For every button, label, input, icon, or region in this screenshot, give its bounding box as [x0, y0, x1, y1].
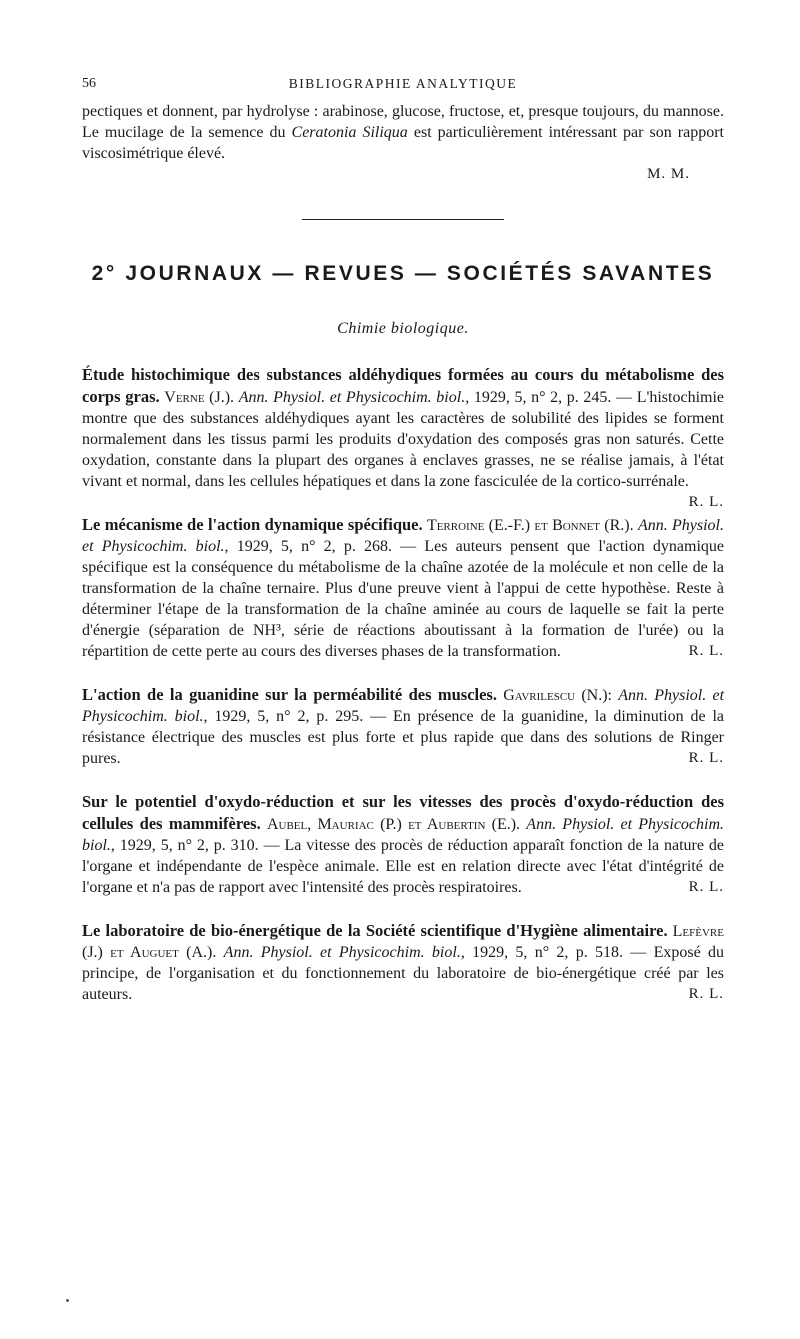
page	[82, 74, 724, 1005]
entry-paragraph	[82, 364, 725, 510]
entry-authors: Terroine (E.-F.) et Bonnet (R.).	[426, 517, 634, 534]
entry-body: — La vitesse des procès de réduction apparaît fonction de la nature de l'organe et indépendante de l'espèce animale. Elle est en relation directe avec l'état d'intégrité de l'organe et n'a pas de rapport avec l'intensité des procès respiratoires.	[82, 837, 724, 896]
entry-paragraph	[82, 514, 724, 662]
section-heading: 2° JOURNAUX — REVUES — SOCIÉTÉS SAVANTES	[91, 262, 715, 285]
entry-citation: , 1929, 5, n° 2, p. 268.	[224, 538, 392, 555]
entry-journal: Ann. Physiol. et Physicochim. biol.	[223, 944, 461, 961]
entry-body: — Les auteurs pensent que l'action dynamique spécifique est la conséquence du métabolisme de la chaîne azotée de la molécule et non celle de la transformation de la chaîne ternaire. Plus d'une preuve vient à l'appui de cette hypothèse. Reste à déterminer l'étape de la transformation de la chaîne aminée au cours de laquelle se fait la perte d'énergie (séparation de NH³, série de réactions aboutissant à la formation de l'urée) ou la répartition de cette perte au cours des diverses phases de la transformation.	[82, 538, 725, 660]
entry-paragraph	[82, 791, 724, 898]
running-head	[82, 74, 724, 98]
subsection-heading: Chimie biologique.	[337, 320, 469, 337]
entry-5	[82, 920, 724, 1005]
entry-title: Sur le potentiel d'oxydo-réduction et sur les vitesses des procès d'oxydo-réduction des cellules des mammifères.	[82, 792, 724, 833]
entry-initials: R. L.	[688, 750, 724, 766]
entry-citation: , 1929, 5, n° 2, p. 518.	[460, 944, 623, 961]
entry-body: — En présence de la guanidine, la diminution de la résistance électrique des muscles est plus forte et plus rapide que dans des solutions de Ringer pures.	[82, 708, 724, 767]
entry-title: Le mécanisme de l'action dynamique spécifique.	[82, 515, 423, 534]
entry-initials: R. L.	[688, 879, 724, 895]
continuation-paragraph	[82, 101, 724, 164]
entry-journal: Ann. Physiol. et Physicochim. biol.	[82, 816, 725, 854]
entry-initials: R. L.	[688, 986, 724, 1002]
entry-title: Étude histochimique des substances aldéhydiques formées au cours du métabolisme des corps gras.	[82, 365, 724, 406]
entry-1	[82, 364, 725, 510]
entry-2	[82, 514, 724, 662]
page-number: 56	[82, 76, 96, 91]
entry-paragraph	[82, 920, 724, 1005]
entry-body: — L'histochimie montre que des substances aldéhydiques ayant les caractères de solubilité des lipides se forment normalement dans les tissus parmi les produits d'oxydation des composés gras non saturés. Cette oxydation, constante dans la plupart des organes à enclaves grasses, ne se réalise jamais, à l'état vivant et normal, dans les cellules hépatiques et dans la zone fasciculée de la cortico-surrénale.	[82, 389, 725, 490]
running-title: BIBLIOGRAPHIE ANALYTIQUE	[288, 76, 518, 91]
continuation-text: pectiques et donnent, par hydrolyse : arabinose, glucose, fructose, et, presque toujours, du mannose. Le mucilage de la semence du	[82, 103, 724, 141]
entry-journal: Ann. Physiol. et Physicochim. biol.	[82, 687, 725, 725]
entry-journal: Ann. Physiol. et Physicochim. biol.	[82, 517, 724, 555]
entry-citation: , 1929, 5, n° 2, p. 310.	[110, 837, 259, 854]
entry-initials: R. L.	[688, 494, 724, 510]
entry-body: — Exposé du principe, de l'organisation et du fonctionnement du laboratoire de bio-énergétique créé par les auteurs.	[82, 944, 724, 1003]
print-speck	[66, 1299, 69, 1302]
entry-authors: Aubel, Mauriac (P.) et Aubertin (E.).	[266, 816, 521, 833]
entry-authors: Verne (J.).	[164, 389, 235, 406]
entry-title: Le laboratoire de bio-énergétique de la Société scientifique d'Hygiène alimentaire.	[82, 921, 668, 940]
entry-authors: Gavrilescu (N.):	[503, 687, 612, 704]
section-divider	[302, 219, 504, 220]
entry-authors: Lefèvre (J.) et Auguet (A.).	[82, 923, 724, 961]
entry-3	[82, 684, 724, 769]
continuation-initials: M. M.	[647, 166, 690, 182]
entry-journal: Ann. Physiol. et Physicochim. biol.	[238, 389, 466, 406]
entry-citation: , 1929, 5, n° 2, p. 295.	[203, 708, 364, 725]
continuation-text-end: est particulièrement intéressant par son rapport viscosimétrique élevé.	[82, 124, 724, 162]
continuation-species: Ceratonia Siliqua	[291, 124, 408, 141]
entry-citation: , 1929, 5, n° 2, p. 245.	[465, 389, 612, 406]
entry-title: L'action de la guanidine sur la perméabilité des muscles.	[82, 685, 497, 704]
entry-paragraph	[82, 684, 724, 769]
entry-initials: R. L.	[688, 643, 724, 659]
entry-4	[82, 791, 724, 898]
